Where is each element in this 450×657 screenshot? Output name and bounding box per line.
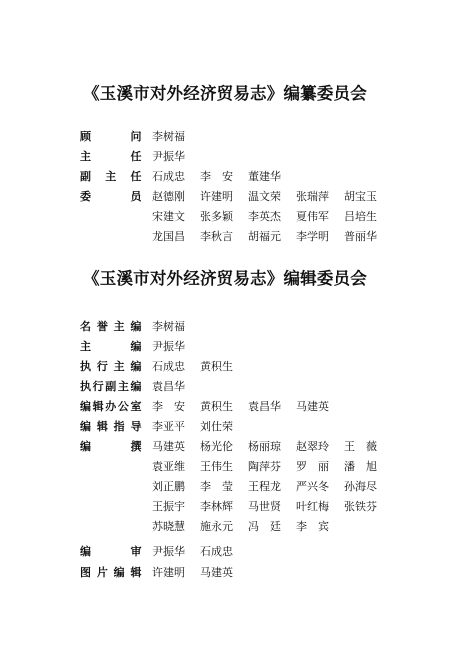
editorial-member-name: 黄积生 — [200, 360, 233, 373]
editorial-member-name: 苏晓慧 — [152, 520, 185, 533]
editorial-member-name: 赵翠玲 — [296, 440, 329, 453]
editorial-member-name: 王 薇 — [344, 440, 377, 453]
compilation-member-name: 普丽华 — [344, 230, 377, 243]
editorial-member-name: 罗 丽 — [296, 460, 329, 473]
editorial-member-name: 杨光伦 — [200, 440, 233, 453]
editorial-member-name: 李树福 — [152, 320, 185, 333]
compilation-member-name: 石成忠 — [152, 170, 185, 183]
editorial-member-name: 马世贤 — [248, 500, 281, 513]
compilation-member-name: 李树福 — [152, 130, 185, 143]
editorial-member-name: 刘仕荣 — [200, 420, 233, 433]
compilation-member-name: 龙国昌 — [152, 230, 185, 243]
editorial-member-name: 黄积生 — [200, 400, 233, 413]
editorial-member-name: 施永元 — [200, 520, 233, 533]
editorial-member-name: 袁昌华 — [248, 400, 281, 413]
compilation-member-name: 胡福元 — [248, 230, 281, 243]
editorial-member-name: 尹振华 — [152, 545, 185, 558]
compilation-member-name: 赵德刚 — [152, 190, 185, 203]
editorial-member-name: 严兴冬 — [296, 480, 329, 493]
editorial-member-name: 王程龙 — [248, 480, 281, 493]
editorial-committee-title: 《玉溪市对外经济贸易志》编辑委员会 — [83, 269, 367, 288]
compilation-member-name: 夏伟军 — [296, 210, 329, 223]
editorial-member-name: 李 莹 — [200, 480, 233, 493]
editorial-member-name: 马建英 — [200, 566, 233, 579]
editorial-member-name: 袁昌华 — [152, 380, 185, 393]
editorial-member-name: 孙海尽 — [344, 480, 377, 493]
editorial-member-name: 李林辉 — [200, 500, 233, 513]
editorial-member-name: 袁亚维 — [152, 460, 185, 473]
compilation-member-name: 胡宝玉 — [344, 190, 377, 203]
compilation-member-name: 吕培生 — [344, 210, 377, 223]
editorial-member-name: 李亚平 — [152, 420, 185, 433]
editorial-member-name: 刘正鹏 — [152, 480, 185, 493]
editorial-member-name: 尹振华 — [152, 340, 185, 353]
editorial-member-name: 叶红梅 — [296, 500, 329, 513]
compilation-member-name: 董建华 — [248, 170, 281, 183]
editorial-member-name: 马建英 — [152, 440, 185, 453]
editorial-member-name: 马建英 — [296, 400, 329, 413]
compilation-member-name: 李秋言 — [200, 230, 233, 243]
editorial-member-name: 石成忠 — [200, 545, 233, 558]
editorial-member-name: 陶萍芬 — [248, 460, 281, 473]
compilation-member-name: 李学明 — [296, 230, 329, 243]
editorial-member-name: 王振宇 — [152, 500, 185, 513]
editorial-member-name: 许建明 — [152, 566, 185, 579]
compilation-member-name: 宋建文 — [152, 210, 185, 223]
compilation-member-name: 李英杰 — [248, 210, 281, 223]
editorial-member-name: 冯 廷 — [248, 520, 281, 533]
compilation-member-name: 许建明 — [200, 190, 233, 203]
editorial-member-name: 李 宾 — [296, 520, 329, 533]
compilation-member-name: 李 安 — [200, 170, 233, 183]
editorial-member-name: 王伟生 — [200, 460, 233, 473]
editorial-member-name: 张铁芬 — [344, 500, 377, 513]
compilation-member-name: 张瑞萍 — [296, 190, 329, 203]
compilation-member-name: 尹振华 — [152, 150, 185, 163]
editorial-member-name: 潘 旭 — [344, 460, 377, 473]
compilation-member-name: 温文荣 — [248, 190, 281, 203]
editorial-member-name: 杨丽琼 — [248, 440, 281, 453]
compilation-committee-title: 《玉溪市对外经济贸易志》编纂委员会 — [83, 84, 367, 103]
compilation-member-name: 张多颖 — [200, 210, 233, 223]
editorial-member-name: 石成忠 — [152, 360, 185, 373]
editorial-member-name: 李 安 — [152, 400, 185, 413]
